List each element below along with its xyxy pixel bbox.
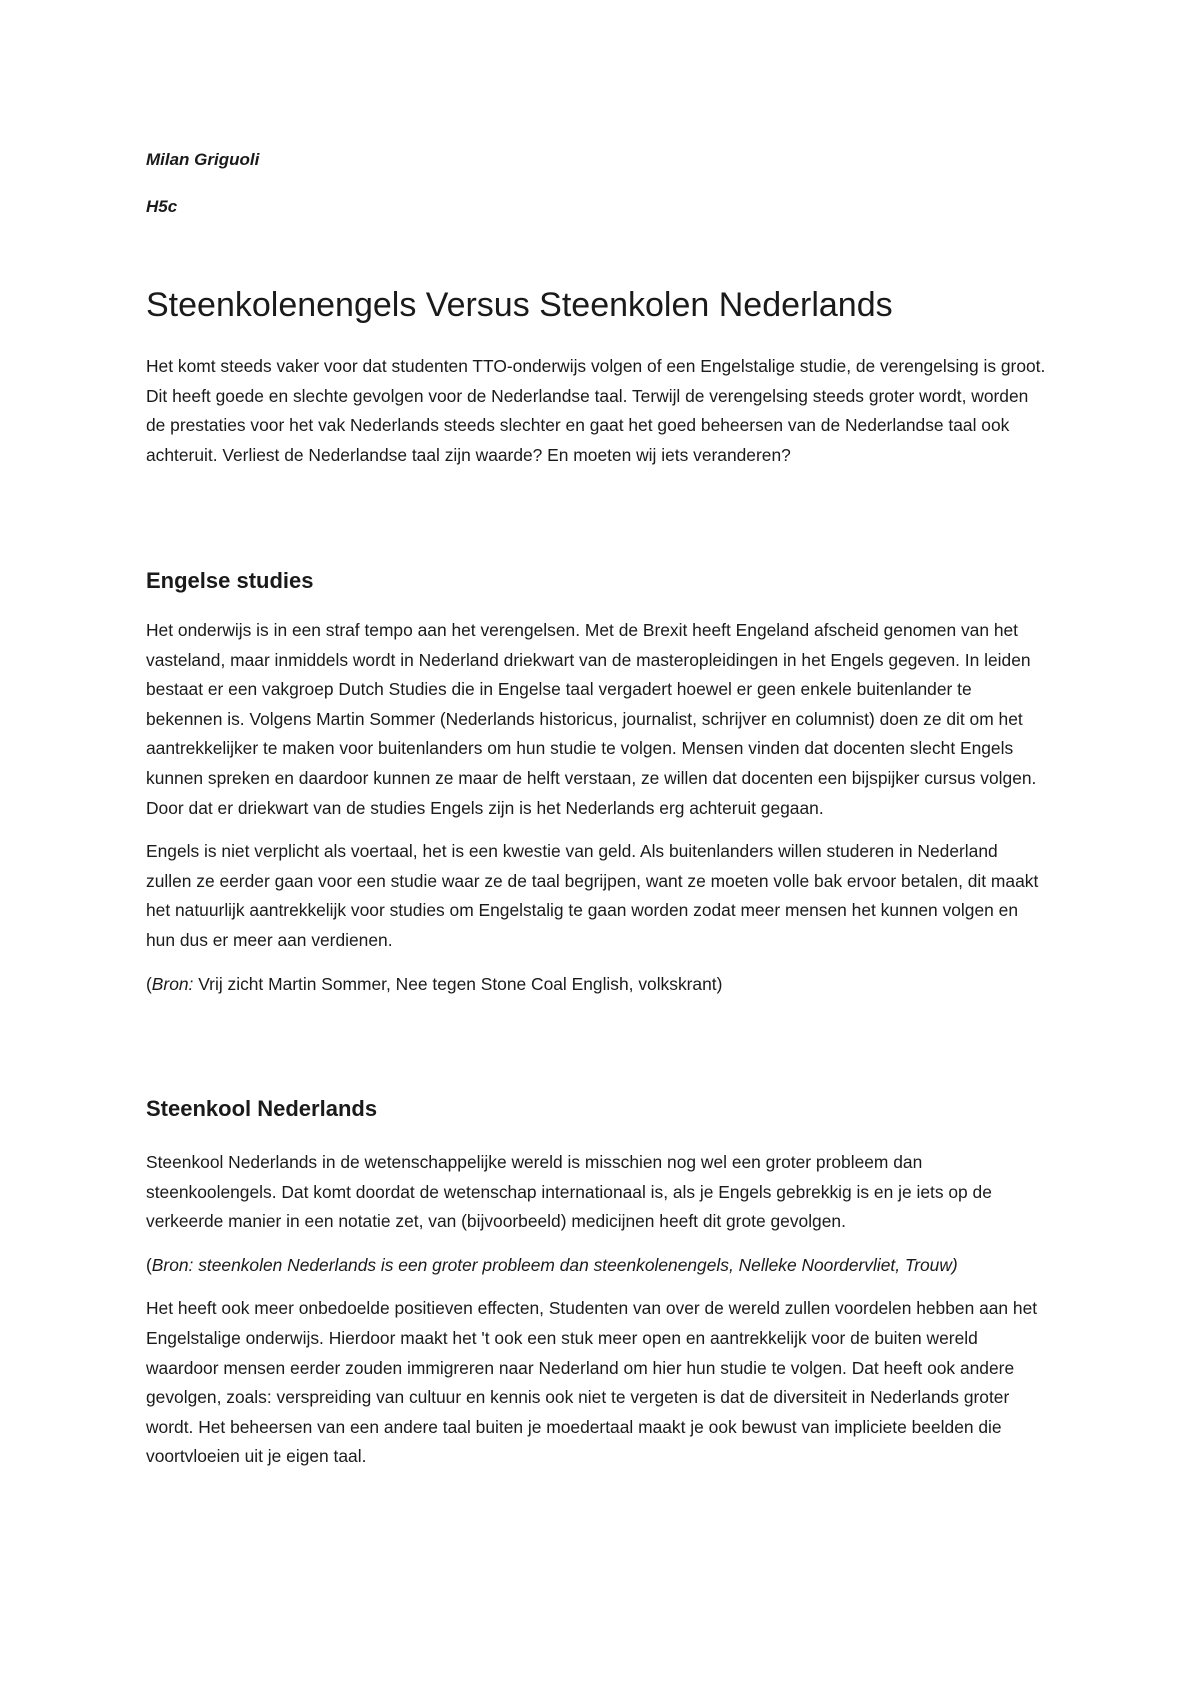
section1-paragraph-2: Engels is niet verplicht als voertaal, het is een kwestie van geld. Als buitenlanders willen studeren in Nederland zullen ze eerder gaan voor een studie waar ze de taal begrijpen, want ze moeten volle bak ervoor betalen, dit maakt het natuurlijk aantrekkelijk voor studies om Engelstalig te gaan worden zodat meer mensen het kunnen volgen en hun dus er meer aan verdienen. bbox=[146, 841, 1039, 950]
source-label: Bron: bbox=[151, 973, 194, 994]
section-heading: Steenkool Nederlands bbox=[146, 1096, 378, 1121]
source-open-paren: ( bbox=[146, 1254, 152, 1275]
section2-source bbox=[146, 1251, 1046, 1281]
section-engelse-studies bbox=[146, 568, 1046, 594]
author-name: Milan Griguoli bbox=[146, 150, 260, 169]
source-text: Vrij zicht Martin Sommer, Nee tegen Stone Coal English, volkskrant) bbox=[193, 973, 723, 994]
source-open-paren: ( bbox=[146, 973, 152, 994]
section-steenkool-nederlands bbox=[146, 1096, 1046, 1122]
section2-body bbox=[146, 1148, 1046, 1472]
section1-source bbox=[146, 970, 1046, 1000]
section2-paragraph-1: Steenkool Nederlands in de wetenschappelijke wereld is misschien nog wel een groter probleem dan steenkoolengels. Dat komt doordat de wetenschap internationaal is, als je Engels gebrekkig is en je iets op de verkeerde manier in een notatie zet, van (bijvoorbeeld) medicijnen heeft dit grote gevolgen. bbox=[146, 1152, 992, 1232]
section1-paragraph-1: Het onderwijs is in een straf tempo aan het verengelsen. Met de Brexit heeft Engeland afscheid genomen van het vasteland, maar inmiddels wordt in Nederland driekwart van de masteropleidingen in het Engels gegeven. In leiden bestaat er een vakgroep Dutch Studies die in Engelse taal vergadert hoewel er geen enkele buitenlander te bekennen is. Volgens Martin Sommer (Nederlands historicus, journalist, schrijver en columnist) doen ze dit om het aantrekkelijker te maken voor buitenlanders om hun studie te volgen. Mensen vinden dat docenten slecht Engels kunnen spreken en daardoor kunnen ze maar de helft verstaan, ze willen dat docenten een bijspijker cursus volgen. Door dat er driekwart van de studies Engels zijn is het Nederlands erg achteruit gegaan. bbox=[146, 620, 1037, 818]
intro-paragraph: Het komt steeds vaker voor dat studenten TTO-onderwijs volgen of een Engelstalige studie, de verengelsing is groot. Dit heeft goede en slechte gevolgen voor de Nederlandse taal. Terwijl de verengelsing steeds groter wordt, worden de prestaties voor het vak Nederlands steeds slechter en gaat het goed beheersen van de Nederlandse taal ook achteruit. Verliest de Nederlandse taal zijn waarde? En moeten wij iets veranderen? bbox=[146, 356, 1046, 465]
section1-body bbox=[146, 616, 1046, 999]
source-text: Bron: steenkolen Nederlands is een groter probleem dan steenkolenengels, Nelleke Noordervliet, Trouw) bbox=[151, 1254, 958, 1275]
section2-paragraph-2: Het heeft ook meer onbedoelde positieven effecten, Studenten van over de wereld zullen voordelen hebben aan het Engelstalige onderwijs. Hierdoor maakt het 't ook een stuk meer open en aantrekkelijk voor de buiten wereld waardoor mensen eerder zouden immigreren naar Nederland om hier hun studie te volgen. Dat heeft ook andere gevolgen, zoals: verspreiding van cultuur en kennis ook niet te vergeten is dat de diversiteit in Nederlands groter wordt. Het beheersen van een andere taal buiten je moedertaal maakt je ook bewust van impliciete beelden die voortvloeien uit je eigen taal. bbox=[146, 1298, 1038, 1467]
document-title: Steenkolenengels Versus Steenkolen Nederlands bbox=[146, 286, 893, 324]
class-label: H5c bbox=[146, 197, 178, 216]
intro-block bbox=[146, 352, 1046, 470]
section-heading: Engelse studies bbox=[146, 568, 314, 593]
